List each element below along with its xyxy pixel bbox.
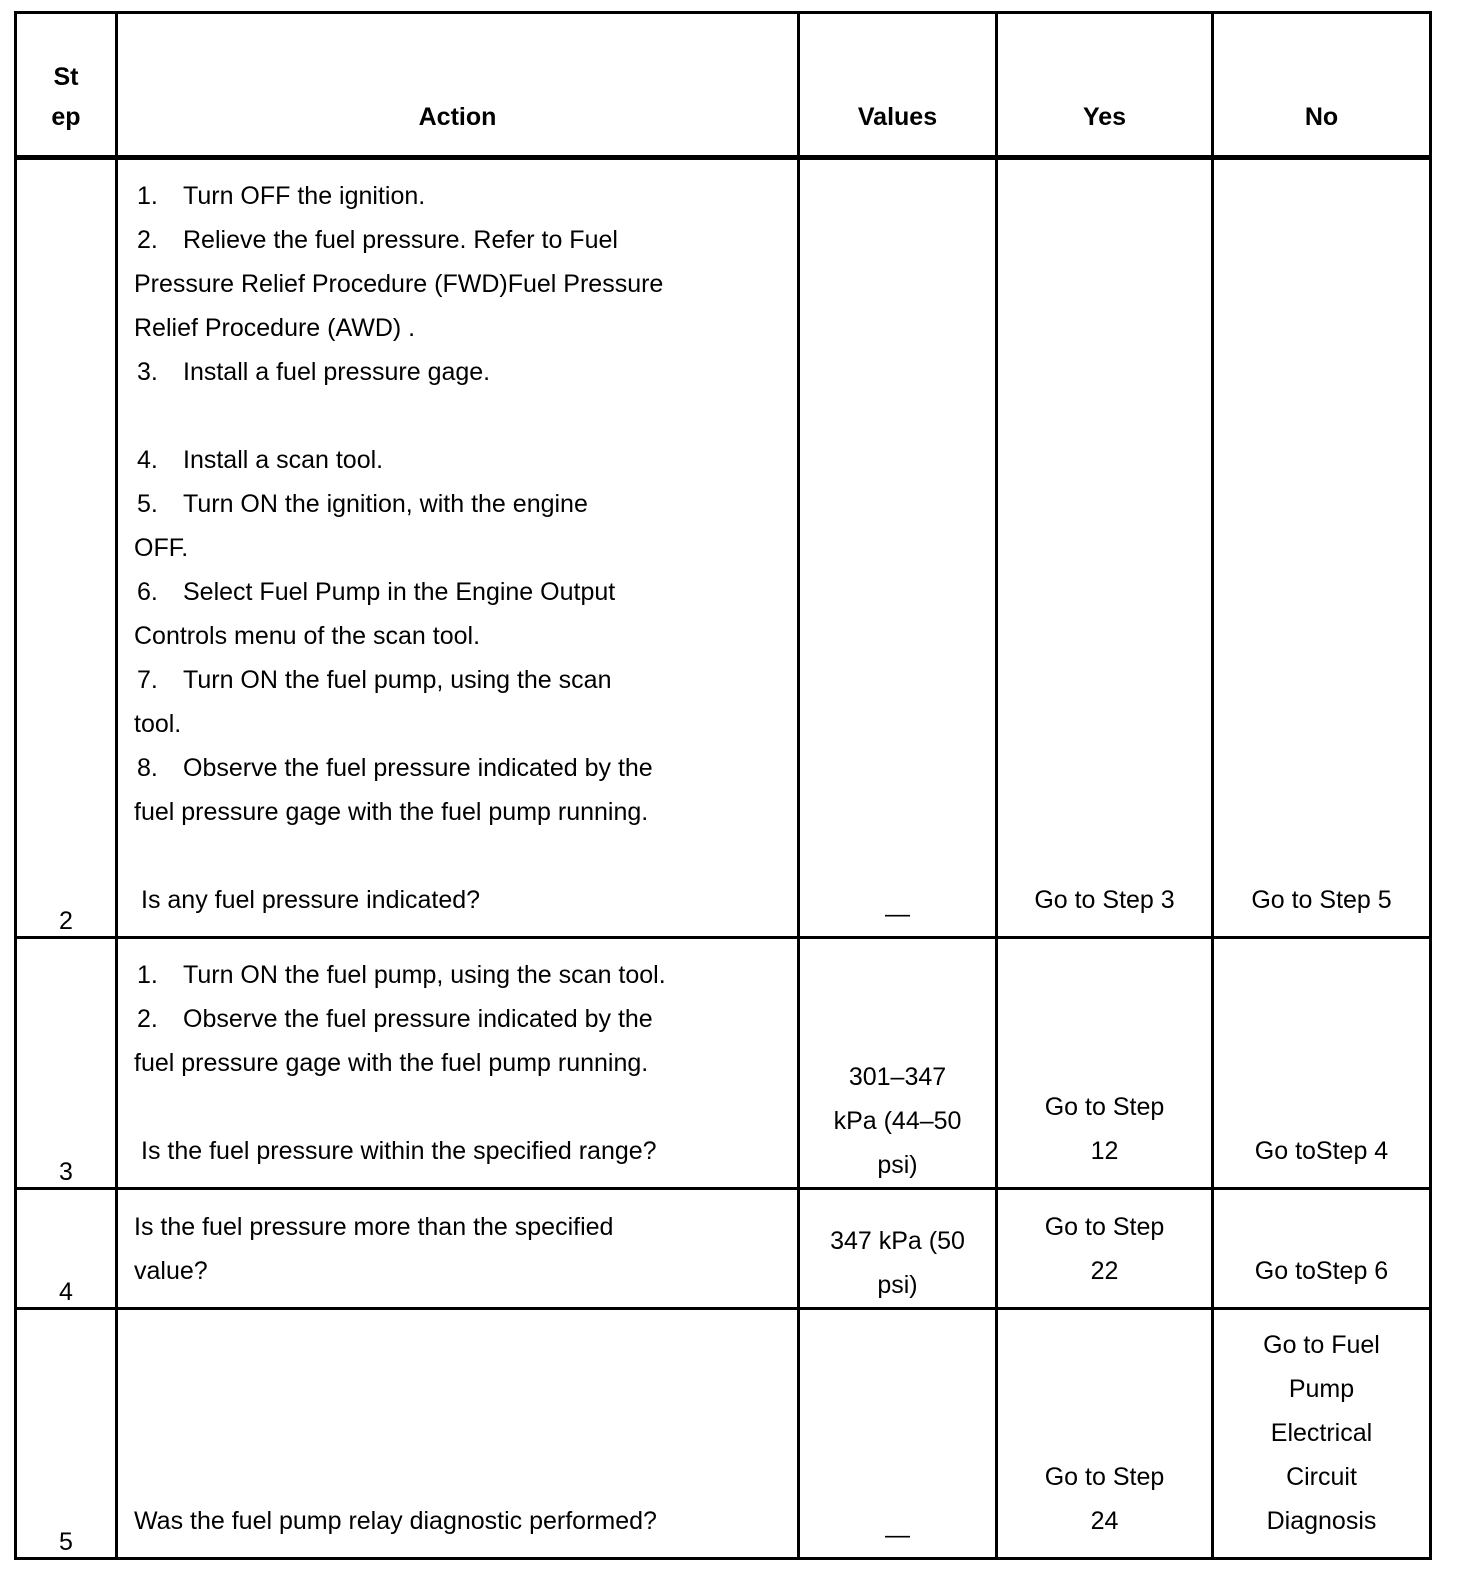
yes-text: Go to Step 3	[1034, 886, 1175, 914]
item-number: 3.	[137, 358, 158, 386]
no-cell	[1213, 158, 1431, 938]
values-cell	[799, 938, 997, 1189]
no-text: Go to Fuel	[1263, 1331, 1380, 1359]
values-cell	[799, 1189, 997, 1309]
table-row	[16, 158, 1431, 938]
yes-text: Go to Step	[1044, 1093, 1165, 1121]
values-text: kPa (44–50	[833, 1107, 962, 1135]
item-number: 2.	[137, 226, 158, 254]
values-cell: —	[799, 158, 997, 938]
action-cell	[117, 938, 799, 1189]
yes-text: 12	[1090, 1137, 1119, 1165]
spacer	[134, 834, 781, 878]
header-action: Action	[117, 13, 799, 158]
item-text: Observe the fuel pressure indicated by the	[183, 1005, 653, 1033]
step-number: 4	[16, 1189, 117, 1309]
header-row	[16, 13, 1431, 158]
no-text: Go to Step 5	[1251, 886, 1392, 914]
no-cell	[1213, 1309, 1431, 1559]
item-text-cont: Pressure Relief Procedure (FWD)Fuel Pressure	[134, 270, 664, 298]
header-step	[16, 13, 117, 158]
step-number: 3	[16, 938, 117, 1189]
list-item	[134, 350, 781, 394]
item-text: Turn ON the fuel pump, using the scan	[183, 666, 612, 694]
header-no: No	[1213, 13, 1431, 158]
header-step-line2: ep	[51, 103, 81, 131]
no-text: Electrical	[1270, 1419, 1373, 1447]
no-text: Go toStep 4	[1254, 1137, 1389, 1165]
action-text: value?	[134, 1257, 208, 1285]
item-text: Select Fuel Pump in the Engine Output	[183, 578, 616, 606]
yes-cell	[997, 158, 1213, 938]
values-text: psi)	[877, 1151, 918, 1179]
spacer	[134, 1085, 781, 1129]
list-item	[134, 174, 781, 218]
item-text-cont: Controls menu of the scan tool.	[134, 622, 481, 650]
yes-cell	[997, 1189, 1213, 1309]
table-row	[16, 1309, 1431, 1559]
item-text: Turn ON the fuel pump, using the scan tool.	[183, 961, 666, 989]
item-number: 7.	[137, 666, 158, 694]
diagnostic-table	[14, 11, 1432, 1560]
values-text: 301–347	[848, 1063, 947, 1091]
item-number: 6.	[137, 578, 158, 606]
yes-text: 24	[1090, 1507, 1119, 1535]
item-text: Install a fuel pressure gage.	[183, 358, 491, 386]
table-row	[16, 938, 1431, 1189]
yes-text: Go to Step	[1044, 1463, 1165, 1491]
spacer	[134, 394, 781, 438]
list-item	[134, 658, 781, 702]
question-text: Is any fuel pressure indicated?	[141, 886, 481, 914]
item-number: 1.	[137, 961, 158, 989]
list-item	[134, 746, 781, 790]
values-text: psi)	[877, 1271, 918, 1299]
yes-text: 22	[1090, 1257, 1119, 1285]
yes-text: Go to Step	[1044, 1213, 1165, 1241]
yes-cell	[997, 938, 1213, 1189]
item-number: 5.	[137, 490, 158, 518]
item-text: Turn OFF the ignition.	[183, 182, 426, 210]
no-cell	[1213, 1189, 1431, 1309]
action-cell	[117, 1189, 799, 1309]
item-text: Relieve the fuel pressure. Refer to Fuel	[183, 226, 618, 254]
item-number: 8.	[137, 754, 158, 782]
no-text: Pump	[1288, 1375, 1355, 1403]
step-number: 5	[16, 1309, 117, 1559]
item-text-cont: tool.	[134, 710, 182, 738]
header-yes: Yes	[997, 13, 1213, 158]
list-item	[134, 218, 781, 262]
header-step-line1: St	[53, 63, 79, 91]
action-cell	[117, 158, 799, 938]
values-text: 347 kPa (50	[830, 1227, 965, 1255]
step-number: 2	[16, 158, 117, 938]
action-text: Was the fuel pump relay diagnostic performed?	[134, 1507, 657, 1535]
item-text: Turn ON the ignition, with the engine	[183, 490, 588, 518]
list-item	[134, 482, 781, 526]
item-text: Observe the fuel pressure indicated by the	[183, 754, 653, 782]
question-text: Is the fuel pressure within the specified range?	[141, 1137, 657, 1165]
table-row	[16, 1189, 1431, 1309]
item-text-cont: fuel pressure gage with the fuel pump running.	[134, 798, 649, 826]
header-values: Values	[799, 13, 997, 158]
values-cell: —	[799, 1309, 997, 1559]
action-cell	[117, 1309, 799, 1559]
list-item	[134, 570, 781, 614]
item-number: 2.	[137, 1005, 158, 1033]
no-cell	[1213, 938, 1431, 1189]
item-text: Install a scan tool.	[183, 446, 384, 474]
item-text-cont: Relief Procedure (AWD) .	[134, 314, 416, 342]
list-item	[134, 997, 781, 1041]
item-text-cont: OFF.	[134, 534, 189, 562]
item-number: 4.	[137, 446, 158, 474]
yes-cell	[997, 1309, 1213, 1559]
item-number: 1.	[137, 182, 158, 210]
list-item	[134, 953, 781, 997]
list-item	[134, 438, 781, 482]
no-text: Go toStep 6	[1254, 1257, 1389, 1285]
no-text: Diagnosis	[1266, 1507, 1377, 1535]
item-text-cont: fuel pressure gage with the fuel pump running.	[134, 1049, 649, 1077]
action-text: Is the fuel pressure more than the specified	[134, 1213, 614, 1241]
no-text: Circuit	[1286, 1463, 1357, 1491]
